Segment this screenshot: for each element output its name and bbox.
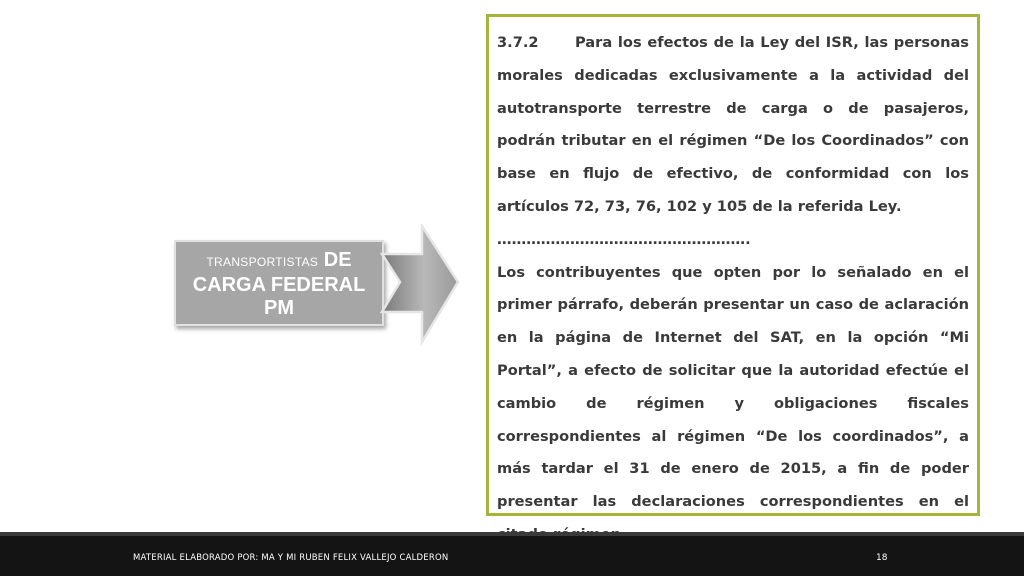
paragraph-2: Los contribuyentes que opten por lo señalado en el primer párrafo, deberán presentar un caso de aclaración en la página de Internet del SAT, en la opción “Mi Portal”, a efecto de solicitar que la autoridad efectúe el cambio de régimen y obligaciones fiscales correspondientes al régimen “De los coordinados”, a más tardar el 31 de enero de 2015, a fin de poder presentar las declaraciones correspondientes en el bbox=[497, 263, 969, 511]
topic-label bbox=[174, 240, 384, 326]
footer-bar bbox=[0, 532, 1024, 576]
topic-label-de: DE bbox=[323, 249, 352, 271]
content-box bbox=[486, 14, 980, 516]
footer-author: MATERIAL ELABORADO POR: MA Y MI RUBEN FELIX VALLEJO CALDERON bbox=[133, 553, 449, 563]
section-number: 3.7.2 bbox=[497, 34, 539, 51]
page-number: 18 bbox=[876, 553, 888, 563]
topic-label-line3: PM bbox=[264, 297, 294, 319]
paragraph-1 bbox=[497, 27, 969, 224]
topic-label-line2: CARGA FEDERAL bbox=[192, 274, 366, 296]
topic-label-line1 bbox=[176, 249, 382, 273]
ellipsis-line: ……………………………………………. bbox=[497, 230, 751, 248]
paragraph-1-text: Para los efectos de la Ley del ISR, las personas morales dedicadas exclusivamente a la actividad del autotransporte terrestre de carga o de pasajeros, podrán tributar en el régimen “De los Coordinados” con base en flujo de efectivo, de conformidad con los artículos 72, 73, 76, 102 y 105 de la referida Ley. bbox=[497, 34, 969, 215]
topic-label-small-text: TRANSPORTISTAS bbox=[206, 255, 319, 269]
right-arrow-icon bbox=[378, 224, 462, 346]
